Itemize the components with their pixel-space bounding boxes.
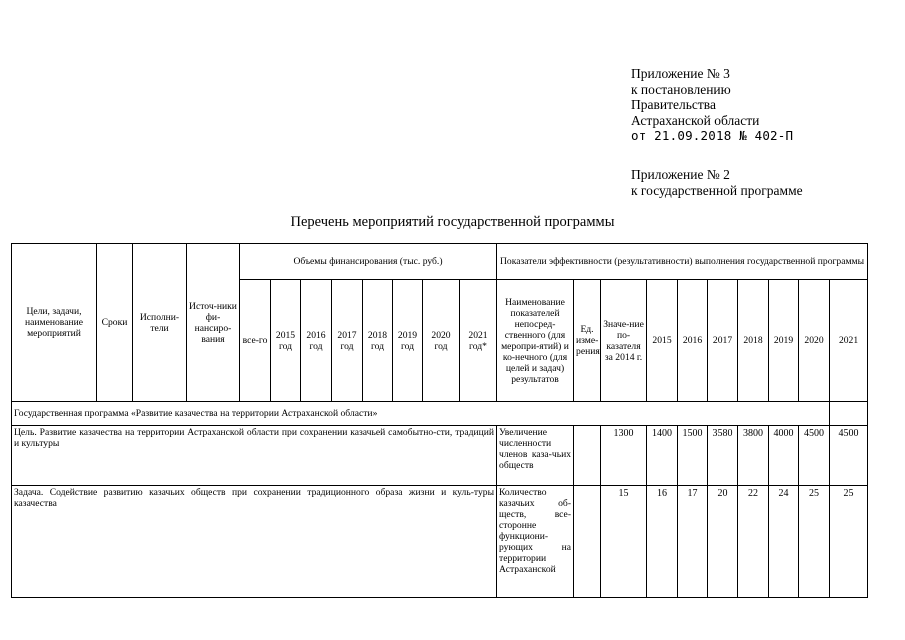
- header-unit: Ед. изме-рения: [574, 280, 601, 402]
- header-terms: Сроки: [97, 244, 133, 402]
- goal-value-2020: 4500: [799, 426, 830, 486]
- annex3-date-number: от 21.09.2018 № 402-П: [631, 128, 794, 144]
- goal-indicator: Увеличение численности членов каза-чьих обществ: [497, 426, 574, 486]
- task-text: Задача. Содействие развитию казачьих обществ при сохранении традиционного образа жизни и куль-туры казачества: [12, 486, 497, 598]
- header-indicators-group: Показатели эффективности (результативности) выполнения государственной программы: [497, 244, 868, 280]
- goal-value-2019: 4000: [769, 426, 799, 486]
- header-funding-2020: 2020 год: [423, 280, 460, 402]
- header-year-2018: 2018: [738, 280, 769, 402]
- task-value-2019: 24: [769, 486, 799, 598]
- annex3-line3: Правительства: [631, 97, 716, 113]
- header-row-1: [12, 244, 868, 280]
- header-year-2019: 2019: [769, 280, 799, 402]
- measures-table: [11, 243, 868, 598]
- header-year-2016: 2016: [678, 280, 708, 402]
- annex3-block: [631, 66, 793, 144]
- header-base-value: Значе-ние по-казателя за 2014 г.: [601, 280, 647, 402]
- header-executors: Исполни-тели: [133, 244, 187, 402]
- task-value-2018: 22: [738, 486, 769, 598]
- header-funding-2015: 2015 год: [271, 280, 301, 402]
- document-title: Перечень мероприятий государственной программы: [290, 214, 615, 230]
- task-value-2016: 17: [678, 486, 708, 598]
- header-funding-2019: 2019 год: [393, 280, 423, 402]
- header-funding-2016: 2016 год: [301, 280, 332, 402]
- goal-unit: [574, 426, 601, 486]
- header-year-2017: 2017: [708, 280, 738, 402]
- annex2-block: [631, 167, 803, 198]
- task-value-2017: 20: [708, 486, 738, 598]
- task-unit: [574, 486, 601, 598]
- goal-base-value: 1300: [601, 426, 647, 486]
- header-year-2020: 2020: [799, 280, 830, 402]
- goal-value-2015: 1400: [647, 426, 678, 486]
- annex3-line1: Приложение № 3: [631, 66, 730, 81]
- goal-text: Цель. Развитие казачества на территории Астраханской области при сохранении казачьей самобытно-сти, традиций и культуры: [12, 426, 497, 486]
- header-funding-group: Объемы финансирования (тыс. руб.): [240, 244, 497, 280]
- annex3-line4: Астраханской области: [631, 112, 760, 128]
- header-funding-2018: 2018 год: [363, 280, 393, 402]
- annex2-line1: Приложение № 2: [631, 167, 730, 182]
- program-row-empty-cell: [830, 402, 868, 426]
- program-row: [12, 402, 868, 426]
- header-funding-total: все-го: [240, 280, 271, 402]
- goal-value-2018: 3800: [738, 426, 769, 486]
- goal-value-2017: 3580: [708, 426, 738, 486]
- task-value-2020: 25: [799, 486, 830, 598]
- task-indicator: Количество казачьих об-ществ, все-сторонне функциони-рующих на территории Астраханской: [497, 486, 574, 598]
- header-funding-2017: 2017 год: [332, 280, 363, 402]
- header-sources: Источ-ники фи-нансиро-вания: [187, 244, 240, 402]
- task-base-value: 15: [601, 486, 647, 598]
- header-indicator-name: Наименование показателей непосред-ственного (для меропри-ятий) и ко-нечного (для целей и задач) результатов: [497, 280, 574, 402]
- table-row: [12, 426, 868, 486]
- header-goals: Цели, задачи, наименование мероприятий: [12, 244, 97, 402]
- table-row: [12, 486, 868, 598]
- annex3-line2: к постановлению: [631, 81, 731, 97]
- goal-value-2016: 1500: [678, 426, 708, 486]
- task-value-2021: 25: [830, 486, 868, 598]
- task-value-2015: 16: [647, 486, 678, 598]
- program-title-cell: Государственная программа «Развитие казачества на территории Астраханской области»: [12, 402, 830, 426]
- goal-value-2021: 4500: [830, 426, 868, 486]
- header-funding-2021: 2021 год*: [460, 280, 497, 402]
- header-year-2015: 2015: [647, 280, 678, 402]
- header-year-2021: 2021: [830, 280, 868, 402]
- annex2-line2: к государственной программе: [631, 182, 803, 198]
